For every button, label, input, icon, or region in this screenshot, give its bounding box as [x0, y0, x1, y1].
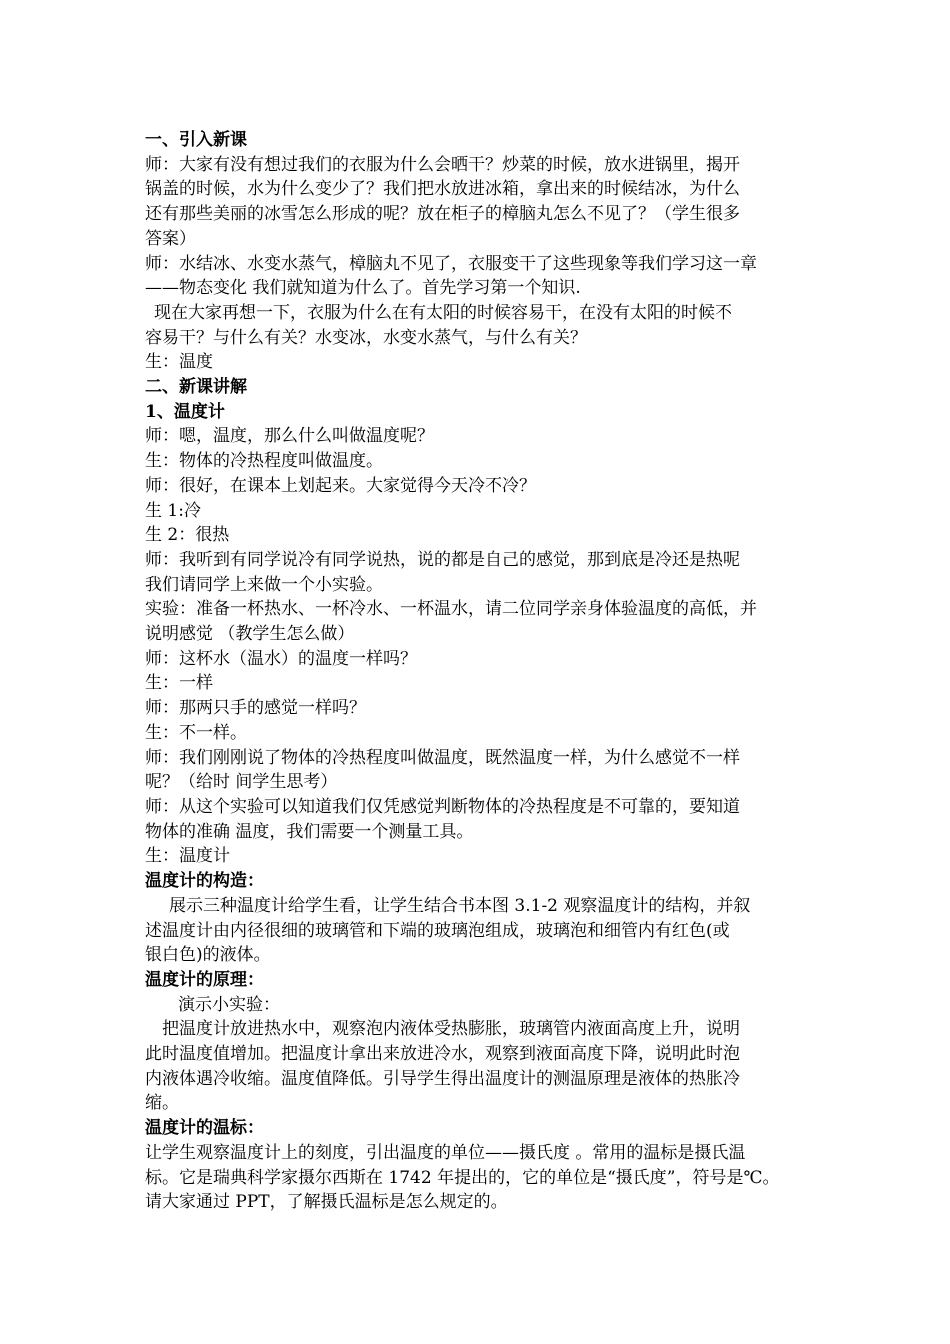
- text-line: 让学生观察温度计上的刻度，引出温度的单位——摄氏度 。常用的温标是摄氏温: [145, 1142, 746, 1163]
- text-line: 师：很好，在课本上划起来。大家觉得今天冷不冷？: [145, 475, 536, 496]
- text-line: 说明感觉 （教学生怎么做）: [145, 624, 355, 645]
- text-line: 答案）: [145, 228, 196, 249]
- text-line: 生：温度: [145, 352, 213, 373]
- text-line: 我们请同学上来做一个小实验。: [145, 574, 383, 595]
- text-line: 生：物体的冷热程度叫做温度。: [145, 451, 383, 472]
- heading-thermometer-structure: 温度计的构造：: [145, 871, 264, 892]
- text-line: 述温度计由内径很细的玻璃管和下端的玻璃泡组成，玻璃泡和细管内有红色(或: [145, 920, 730, 941]
- text-line: 师：那两只手的感觉一样吗？: [145, 698, 366, 719]
- text-line: 师：我们刚刚说了物体的冷热程度叫做温度，既然温度一样，为什么感觉不一样: [145, 747, 740, 768]
- text-line: 师：大家有没有想过我们的衣服为什么会晒干？炒菜的时候，放水进锅里，揭开: [145, 154, 740, 175]
- text-line: 展示三种温度计给学生看，让学生结合书本图 3.1-2 观察温度计的结构，并叙: [169, 895, 751, 916]
- text-line: 呢？（给时 间学生思考）: [145, 772, 338, 793]
- text-line: 师：从这个实验可以知道我们仅凭感觉判断物体的冷热程度是不可靠的，要知道: [145, 796, 740, 817]
- section-heading-lecture: 二、新课讲解: [145, 377, 247, 398]
- text-line: 师：我听到有同学说冷有同学说热，说的都是自己的感觉，那到底是冷还是热呢: [145, 549, 740, 570]
- text-line: 缩。: [145, 1093, 179, 1114]
- text-line: 生：温度计: [145, 846, 230, 867]
- text-line: ——物态变化 我们就知道为什么了。首先学习第一个知识.: [145, 278, 581, 299]
- text-line: 此时温度值增加。把温度计拿出来放进冷水，观察到液面高度下降，说明此时泡: [145, 1044, 740, 1065]
- text-line: 实验：准备一杯热水、一杯冷水、一杯温水，请二位同学亲身体验温度的高低，并: [145, 599, 757, 620]
- text-line: 生：一样: [145, 673, 213, 694]
- text-line: 还有那些美丽的冰雪怎么形成的呢？放在柜子的樟脑丸怎么不见了？（学生很多: [145, 204, 740, 225]
- text-line: 容易干？与什么有关？水变冰，水变水蒸气，与什么有关？: [145, 327, 587, 348]
- text-line: 现在大家再想一下，衣服为什么在有太阳的时候容易干，在没有太阳的时候不: [154, 302, 732, 323]
- text-line: 标。它是瑞典科学家摄尔西斯在 1742 年提出的，它的单位是“摄氏度”，符号是℃。: [145, 1167, 780, 1188]
- text-line: 锅盖的时候，水为什么变少了？我们把水放进冰箱，拿出来的时候结冰，为什么: [145, 179, 740, 200]
- subsection-heading-thermometer: 1、温度计: [145, 401, 225, 422]
- text-line: 师：这杯水（温水）的温度一样吗？: [145, 648, 417, 669]
- text-line: 演示小实验：: [178, 994, 280, 1015]
- text-line: 物体的准确 温度，我们需要一个测量工具。: [145, 821, 474, 842]
- text-line: 师：水结冰、水变水蒸气，樟脑丸不见了，衣服变干了这些现象等我们学习这一章: [145, 253, 757, 274]
- text-line: 师：嗯，温度，那么什么叫做温度呢？: [145, 426, 434, 447]
- text-line: 生 1:冷: [145, 500, 201, 521]
- text-line: 生：不一样。: [145, 722, 247, 743]
- heading-thermometer-principle: 温度计的原理：: [145, 969, 264, 990]
- text-line: 内液体遇冷收缩。温度值降低。引导学生得出温度计的测温原理是液体的热胀冷: [145, 1068, 740, 1089]
- text-line: 银白色)的液体。: [145, 945, 271, 966]
- section-heading-intro: 一、引入新课: [145, 130, 247, 150]
- heading-thermometer-scale: 温度计的温标：: [145, 1118, 264, 1139]
- text-line: 请大家通过 PPT，了解摄氏温标是怎么规定的。: [145, 1192, 508, 1213]
- text-line: 生 2：很热: [145, 525, 230, 546]
- text-line: 把温度计放进热水中，观察泡内液体受热膨胀，玻璃管内液面高度上升，说明: [162, 1019, 740, 1040]
